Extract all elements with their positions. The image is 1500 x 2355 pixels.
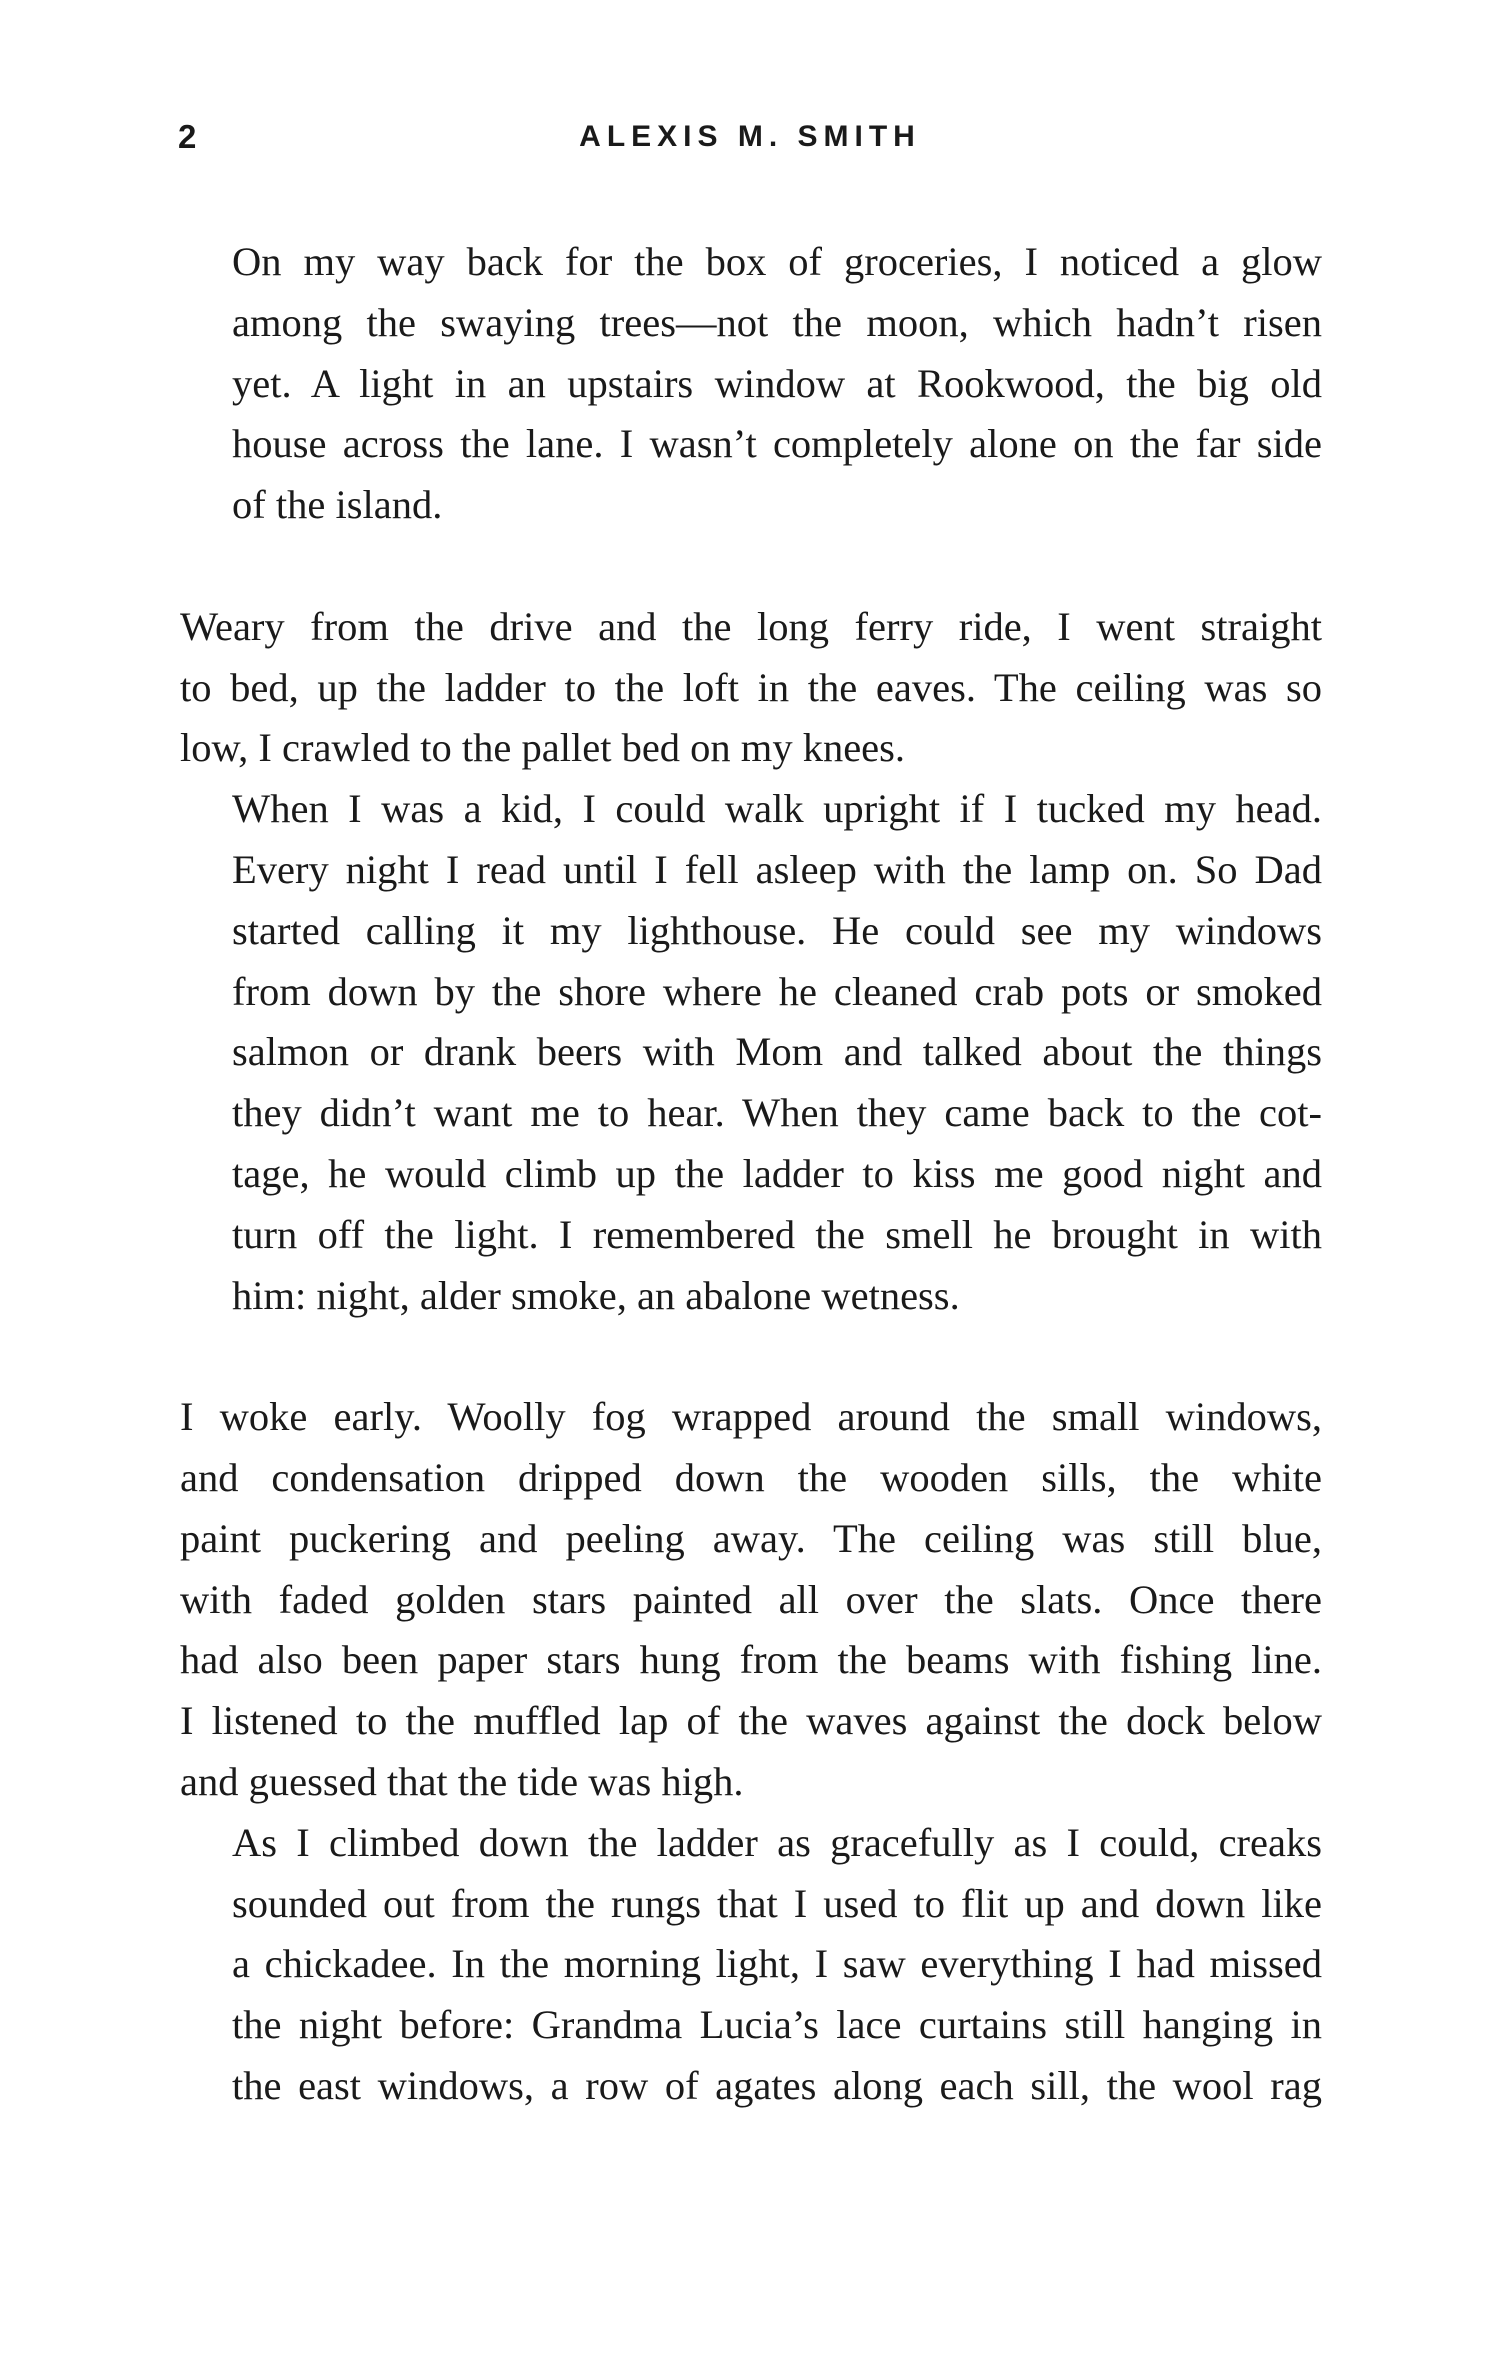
text-line: sounded out from the rungs that I used to flit up and down like: [232, 1880, 1322, 1926]
text-line: On my way back for the box of groceries, I noticed a glow: [232, 239, 1322, 284]
body-text: [180, 232, 1322, 2117]
text-line: tage, he would climb up the ladder to kiss me good night and: [232, 1150, 1322, 1196]
text-line: As I climbed down the ladder as gracefully as I could, creaks: [232, 1819, 1322, 1865]
page-number: 2: [178, 118, 198, 155]
text-line: they didn’t want me to hear. When they came back to the cot-: [232, 1090, 1322, 1136]
text-line: low, I crawled to the pallet bed on my knees.: [180, 725, 906, 771]
text-line: and guessed that the tide was high.: [180, 1758, 744, 1804]
text-line: of the island.: [232, 482, 443, 528]
text-line: the night before: Grandma Lucia’s lace curtains still hanging in: [232, 2002, 1322, 2048]
text-line: Every night I read until I fell asleep with the lamp on. So Dad: [232, 846, 1322, 892]
text-line: the east windows, a row of agates along each sill, the wool rag: [232, 2062, 1322, 2108]
text-line: When I was a kid, I could walk upright if I tucked my head.: [232, 786, 1322, 832]
text-line: I woke early. Woolly fog wrapped around the small windows,: [180, 1394, 1322, 1440]
text-line: had also been paper stars hung from the beams with fishing line.: [180, 1637, 1322, 1683]
text-line: paint puckering and peeling away. The ceiling was still blue,: [180, 1515, 1322, 1561]
text-line: yet. A light in an upstairs window at Rookwood, the big old: [232, 360, 1322, 406]
paragraph: [180, 597, 1322, 779]
text-line: house across the lane. I wasn’t completely alone on the far side: [232, 421, 1322, 467]
paragraph: [180, 1387, 1322, 1813]
running-head: [178, 112, 1322, 162]
text-line: him: night, alder smoke, an abalone wetness.: [232, 1272, 960, 1318]
paragraph: [180, 779, 1322, 1326]
text-line: I listened to the muffled lap of the waves against the dock below: [180, 1698, 1322, 1744]
text-line: with faded golden stars painted all over the slats. Once there: [180, 1576, 1322, 1622]
text-line: Weary from the drive and the long ferry ride, I went straight: [180, 603, 1322, 649]
text-line: and condensation dripped down the wooden sills, the white: [180, 1454, 1322, 1500]
text-line: to bed, up the ladder to the loft in the eaves. The ceiling was so: [180, 664, 1322, 710]
paragraph: [180, 232, 1322, 536]
running-head-author: ALEXIS M. SMITH: [579, 120, 921, 153]
text-line: salmon or drank beers with Mom and talked about the things: [232, 1029, 1322, 1075]
text-line: among the swaying trees—not the moon, which hadn’t risen: [232, 299, 1322, 345]
paragraph: [180, 1813, 1322, 2117]
text-line: a chickadee. In the morning light, I saw everything I had missed: [232, 1941, 1322, 1987]
text-line: started calling it my lighthouse. He could see my windows: [232, 907, 1322, 953]
text-line: turn off the light. I remembered the smell he brought in with: [232, 1211, 1322, 1257]
text-line: from down by the shore where he cleaned crab pots or smoked: [232, 968, 1322, 1014]
